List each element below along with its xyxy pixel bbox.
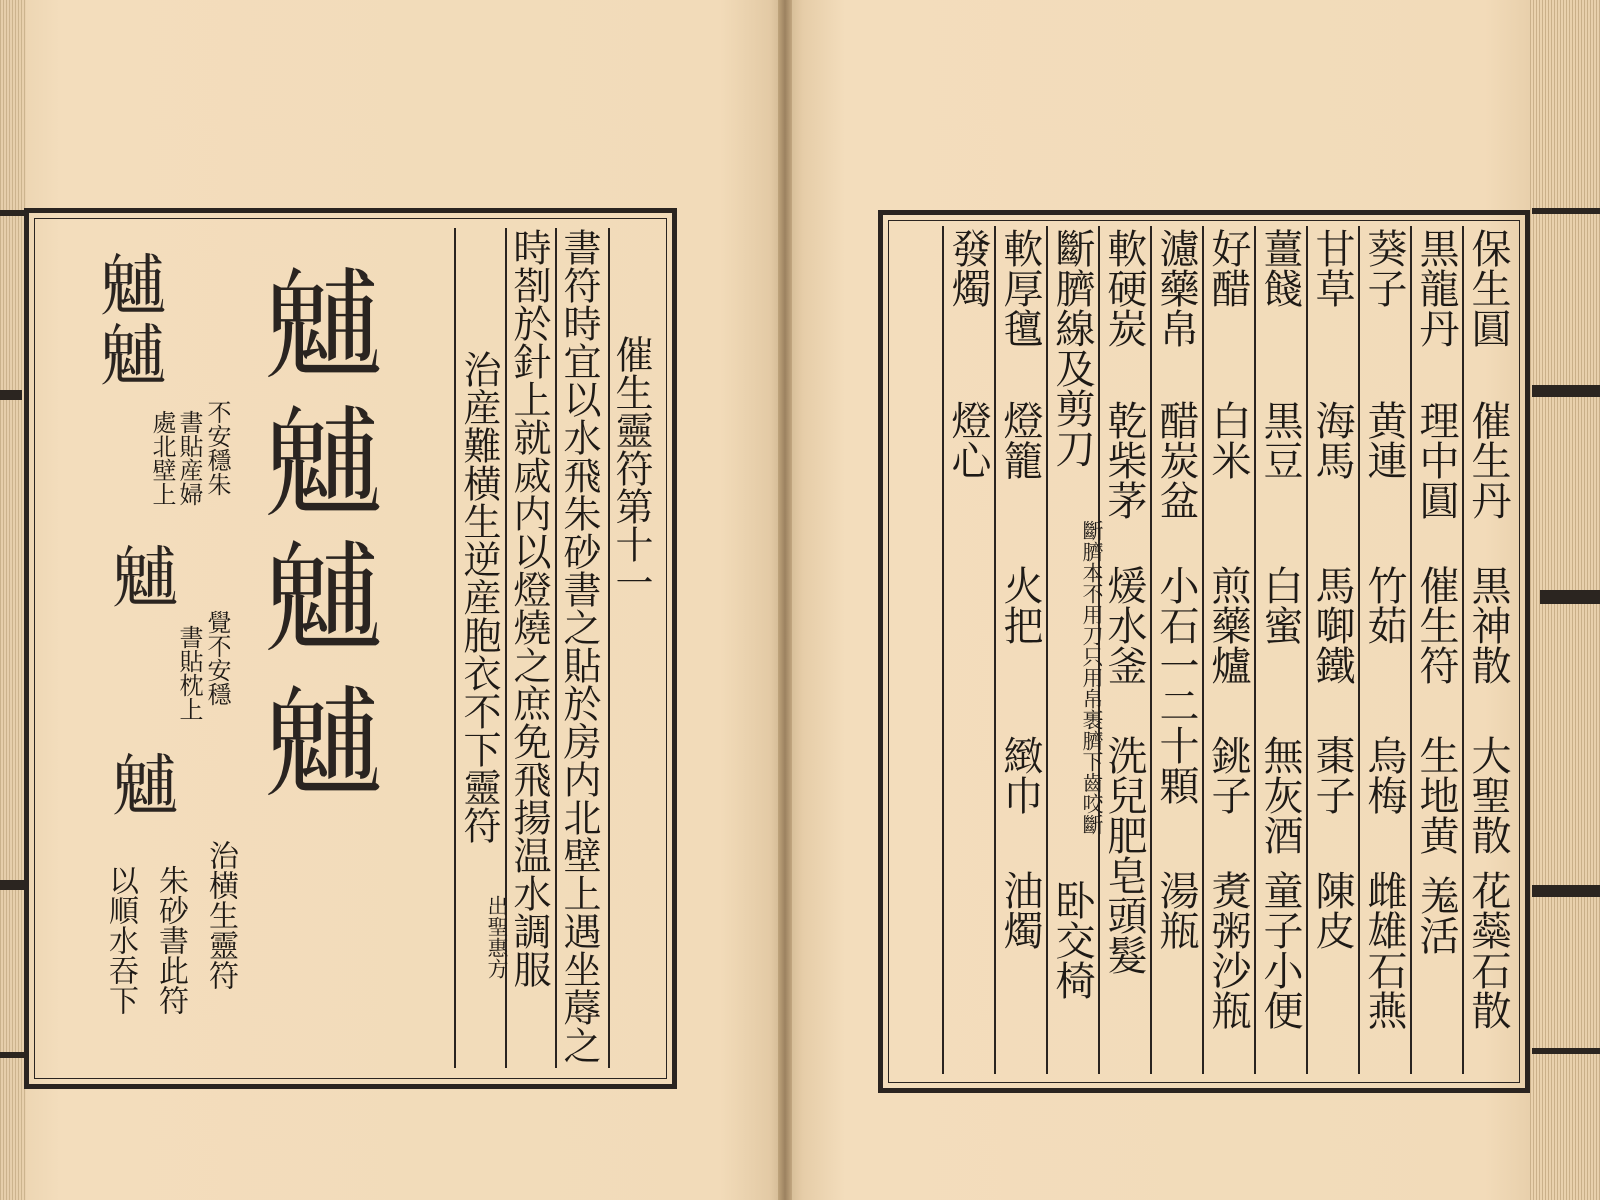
item-text: 大聖散 <box>1465 735 1511 855</box>
edge-mark <box>1532 385 1600 397</box>
text-column: 時剳於針上就烕内以燈燒之庶免飛揚温水調服 <box>507 228 551 988</box>
item-text: 馬啣鐵 <box>1309 565 1355 685</box>
item-text: 花蘂石散 <box>1465 870 1511 1030</box>
item-text: 好醋 <box>1205 228 1251 308</box>
column-rule <box>1462 226 1464 1074</box>
column-rule <box>1202 226 1204 1074</box>
text-column: 治産難横生逆産胞衣不下靈符 <box>457 350 501 844</box>
item-text: 白米 <box>1205 400 1251 480</box>
source-note: 出聖惠方 <box>485 895 509 979</box>
edge-mark <box>0 390 22 400</box>
item-text: 乾柴茅 <box>1101 400 1147 520</box>
item-text: 煑粥沙瓶 <box>1205 870 1251 1030</box>
item-text: 童子小便 <box>1257 870 1303 1030</box>
column-rule <box>1254 226 1256 1074</box>
item-text: 棗子 <box>1309 735 1355 815</box>
item-text: 燈籠 <box>997 400 1043 480</box>
talisman-note: 書貼産婦 <box>175 410 203 506</box>
item-text: 火把 <box>997 565 1043 645</box>
item-text: 斷臍線及剪刀 <box>1049 228 1095 468</box>
item-text: 薑餞 <box>1257 228 1303 308</box>
item-text: 葵子 <box>1361 228 1407 308</box>
edge-mark <box>0 880 26 890</box>
talisman-glyph: 𩳐 <box>105 750 182 816</box>
talisman-note: 以順水吞下 <box>103 865 138 1015</box>
item-text: 雌雄石燕 <box>1361 870 1407 1030</box>
column-rule <box>1306 226 1308 1074</box>
edge-mark <box>1540 590 1600 604</box>
column-rule <box>994 226 996 1074</box>
talisman-glyph: 𩳐 <box>93 250 170 316</box>
talisman-glyph: 𩳐 <box>252 400 390 518</box>
item-text: 油燭 <box>997 870 1043 950</box>
item-text: 軟硬炭 <box>1101 228 1147 348</box>
text-column: 書符時宜以水飛朱砂書之貼於房内北壁上遇坐蓐之 <box>557 228 601 1064</box>
column-rule <box>1410 226 1412 1074</box>
item-text: 軟厚氊 <box>997 228 1043 348</box>
item-text: 催生丹 <box>1465 400 1511 520</box>
item-text: 烏梅 <box>1361 735 1407 815</box>
edge-mark <box>1532 208 1600 214</box>
talisman-note: 治横生靈符 <box>203 840 238 990</box>
item-text: 催生符 <box>1413 565 1459 685</box>
talisman-note: 覺不安穩 <box>203 610 231 706</box>
item-text: 甘草 <box>1309 228 1355 308</box>
item-text: 陳皮 <box>1309 870 1355 950</box>
item-text: 黒龍丹 <box>1413 228 1459 348</box>
item-text: 濾藥帛 <box>1153 228 1199 348</box>
item-text: 黒神散 <box>1465 565 1511 685</box>
item-text: 煖水釜 <box>1101 565 1147 685</box>
item-text: 黒豆 <box>1257 400 1303 480</box>
item-text: 小石一二十顆 <box>1153 565 1199 805</box>
edge-mark <box>1532 885 1600 897</box>
item-text: 白蜜 <box>1257 565 1303 645</box>
item-text: 海馬 <box>1309 400 1355 480</box>
talisman-glyph: 𩳐 <box>105 542 182 608</box>
item-text: 煎藥爐 <box>1205 565 1251 685</box>
column-rule <box>1046 226 1048 1074</box>
item-text: 燈心 <box>945 400 991 480</box>
item-text: 發燭 <box>945 228 991 308</box>
column-rule <box>1358 226 1360 1074</box>
column-rule <box>942 226 944 1074</box>
talisman-glyph: 𩳐 <box>252 680 390 798</box>
talisman-note: 朱砂書此符 <box>153 865 188 1015</box>
talisman-glyph: 𩳐 <box>252 262 390 380</box>
edge-mark <box>0 210 24 216</box>
talisman-note: 不安穩朱 <box>203 400 231 496</box>
left-page-edges <box>0 0 26 1200</box>
item-text: 湯瓶 <box>1153 870 1199 950</box>
edge-mark <box>1532 1048 1600 1054</box>
item-text: 醋炭盆 <box>1153 400 1199 520</box>
item-text: 生地黄 <box>1413 735 1459 855</box>
column-rule <box>454 228 456 1068</box>
item-text: 竹茹 <box>1361 565 1407 645</box>
book-gutter <box>778 0 792 1200</box>
item-text: 銚子 <box>1205 735 1251 815</box>
column-rule <box>1150 226 1152 1074</box>
edge-mark <box>0 1052 24 1058</box>
item-text: 洗兒肥皂頭髮 <box>1101 735 1147 975</box>
item-annotation: 斷臍本不用刀只用帛裹臍下齒咬斷 <box>1080 520 1104 835</box>
item-text: 緻巾 <box>997 735 1043 815</box>
item-text: 羗活 <box>1413 875 1459 955</box>
item-text: 理中圓 <box>1413 400 1459 520</box>
item-text: 無灰酒 <box>1257 735 1303 855</box>
talisman-glyph: 𩳐 <box>252 535 390 653</box>
talisman-note: 處北壁上 <box>148 410 176 506</box>
item-text: 保生圓 <box>1465 228 1511 348</box>
item-text: 黄連 <box>1361 400 1407 480</box>
item-text: 卧交椅 <box>1049 880 1095 1000</box>
talisman-glyph: 𩳐 <box>93 320 170 386</box>
section-title: 催生靈符第十一 <box>609 335 653 601</box>
talisman-note: 書貼枕上 <box>175 625 203 721</box>
